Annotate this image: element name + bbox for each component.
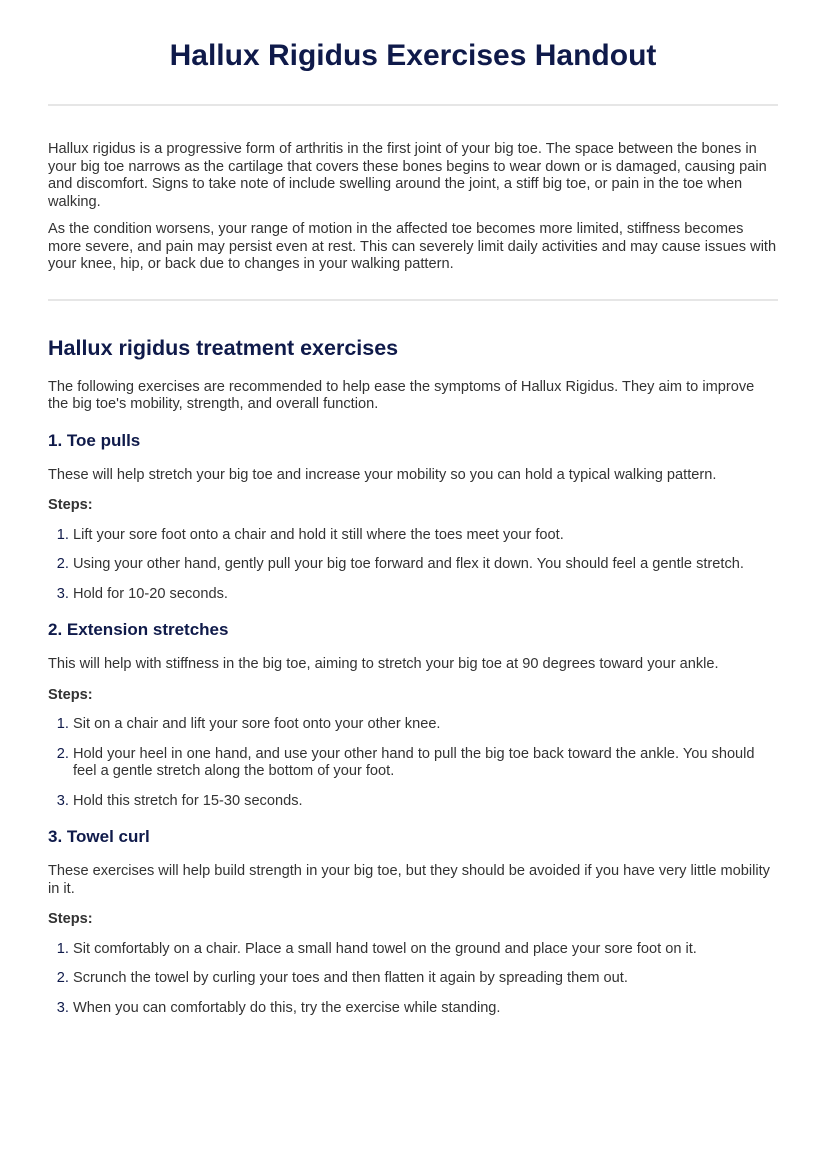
exercise-toe-pulls (48, 430, 778, 604)
exercise-towel-curl (48, 826, 778, 1017)
steps-list (48, 527, 778, 604)
divider (48, 104, 778, 106)
steps-label: Steps: (48, 911, 93, 927)
exercise-title: 3. Towel curl (48, 827, 150, 846)
intro-section (48, 141, 778, 274)
steps-label: Steps: (48, 686, 93, 703)
section-lead: The following exercises are recommended to help ease the symptoms of Hallux Rigidus. They aim to improve the big toe's mobility, strength, and overall function. (48, 378, 755, 412)
step-item: 3. When you can comfortably do this, try the exercise while standing. (73, 1000, 778, 1018)
intro-paragraph: Hallux rigidus is a progressive form of arthritis in the first joint of your big toe. The space between the bones in your big toe narrows as the cartilage that covers these bones begins to wear down or is damaged, causing pain and discomfort. Signs to take note of include swelling around the joint, a stiff big toe, or pain in the toe when walking. (48, 141, 767, 210)
step-item: 3. Hold for 10-20 seconds. (73, 586, 778, 604)
exercise-title: 1. Toe pulls (48, 430, 141, 450)
step-item: 1. Sit comfortably on a chair. Place a small hand towel on the ground and place your sore foot on it. (73, 941, 778, 959)
steps-label: Steps: (48, 497, 93, 513)
step-item: 2. Scrunch the towel by curling your toes and then flatten it again by spreading them out. (73, 970, 778, 988)
intro-paragraph: As the condition worsens, your range of motion in the affected toe becomes more limited, stiffness becomes more severe, and pain may persist even at rest. This can severely limit daily activities and may cause issues with your knee, hip, or back due to changes in your walking pattern. (48, 221, 777, 272)
step-item: 2. Hold your heel in one hand, and use your other hand to pull the big toe back toward the ankle. You should feel a gentle stretch along the bottom of your foot. (73, 746, 778, 781)
section-heading: Hallux rigidus treatment exercises (48, 335, 399, 360)
exercise-description: These exercises will help build strength in your big toe, but they should be avoided if you have very little mobility in it. (48, 863, 770, 897)
step-item: 1. Lift your sore foot onto a chair and hold it still where the toes meet your foot. (73, 527, 778, 545)
steps-list (48, 941, 778, 1018)
step-item: 2. Using your other hand, gently pull your big toe forward and flex it down. You should feel a gentle stretch. (73, 556, 778, 574)
exercise-extension-stretches (48, 619, 778, 810)
exercise-description: These will help stretch your big toe and increase your mobility so you can hold a typical walking pattern. (48, 466, 717, 483)
exercise-description: This will help with stiffness in the big toe, aiming to stretch your big toe at 90 degrees toward your ankle. (48, 656, 719, 672)
divider (48, 299, 778, 301)
steps-list (48, 716, 778, 810)
exercise-title: 2. Extension stretches (48, 620, 229, 639)
page-title: Hallux Rigidus Exercises Handout (169, 39, 657, 72)
step-item: 3. Hold this stretch for 15-30 seconds. (73, 793, 778, 811)
step-item: 1. Sit on a chair and lift your sore foot onto your other knee. (73, 716, 778, 734)
